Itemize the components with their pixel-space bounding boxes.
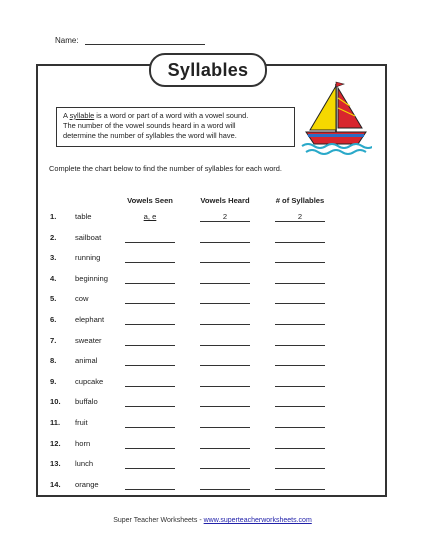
answer-blank-syllables[interactable] — [275, 242, 325, 243]
answer-blank-heard — [200, 221, 250, 222]
answer-blank-syllables[interactable] — [275, 365, 325, 366]
table-row — [0, 459, 425, 471]
row-number: 2. — [50, 232, 57, 242]
row-number: 6. — [50, 315, 57, 324]
answer-blank-seen[interactable] — [125, 365, 175, 366]
row-number: 12. — [50, 438, 61, 448]
name-blank-line[interactable] — [85, 36, 205, 45]
answer-blank-heard[interactable] — [200, 324, 250, 325]
row-number: 11. — [50, 418, 61, 427]
column-header-vowels-heard: Vowels Heard — [200, 196, 250, 205]
answer-blank-seen[interactable] — [125, 345, 175, 346]
answer-blank-seen[interactable] — [125, 406, 175, 407]
answer-blank-seen[interactable] — [125, 468, 175, 469]
row-word: elephant — [75, 315, 105, 324]
definition-line-1 — [63, 111, 288, 121]
answer-blank-heard[interactable] — [200, 386, 250, 387]
sailboat-clipart — [300, 80, 372, 160]
row-word: running — [75, 253, 101, 263]
answer-blank-syllables[interactable] — [275, 489, 325, 490]
answer-blank-heard[interactable] — [200, 262, 250, 263]
row-word: table — [75, 212, 92, 221]
footer-brand: Super Teacher Worksheets — [113, 517, 198, 524]
table-row — [0, 253, 425, 265]
answer-blank-syllables[interactable] — [275, 262, 325, 263]
column-header-vowels-seen: Vowels Seen — [127, 196, 173, 205]
name-field-row — [55, 36, 205, 45]
answer-blank-syllables[interactable] — [275, 303, 325, 304]
answer-blank-heard[interactable] — [200, 365, 250, 366]
answer-blank-heard[interactable] — [200, 448, 250, 449]
table-row — [0, 397, 425, 409]
row-word: sailboat — [75, 232, 102, 242]
definition-line-3: determine the number of syllables the word will have. — [63, 131, 237, 140]
row-word: horn — [75, 438, 91, 448]
row-number: 8. — [50, 356, 57, 366]
row-number: 3. — [50, 253, 57, 263]
row-number: 14. — [50, 479, 61, 489]
footer — [0, 517, 425, 524]
row-word: cow — [75, 294, 89, 304]
answer-blank-syllables[interactable] — [275, 324, 325, 325]
answer-blank-seen[interactable] — [125, 242, 175, 243]
definition-box — [56, 107, 295, 147]
answer-blank-seen[interactable] — [125, 303, 175, 304]
row-number: 10. — [50, 397, 61, 407]
row-number: 7. — [50, 335, 57, 345]
table-row — [0, 336, 425, 348]
definition-term: syllable — [69, 111, 95, 120]
answer-blank-heard[interactable] — [200, 406, 250, 407]
table-row — [0, 418, 425, 430]
answer-blank-syllables[interactable] — [275, 345, 325, 346]
answer-blank-syllables[interactable] — [275, 406, 325, 407]
answer-blank-heard[interactable] — [200, 489, 250, 490]
definition-line-1-rest: is a word or part of a word with a vowel sound. — [94, 111, 249, 120]
answer-blank-seen[interactable] — [125, 489, 175, 490]
table-row — [0, 480, 425, 492]
column-header-syllables: # of Syllables — [275, 196, 325, 205]
answer-blank-seen[interactable] — [125, 324, 175, 325]
answer-blank-heard[interactable] — [200, 468, 250, 469]
footer-link[interactable]: www.superteacherworksheets.com — [203, 517, 312, 524]
answer-blank-heard[interactable] — [200, 283, 250, 284]
answer-blank-syllables[interactable] — [275, 448, 325, 449]
answer-blank-heard[interactable] — [200, 427, 250, 428]
definition-prefix: A — [63, 111, 70, 120]
answer-blank-syllables[interactable] — [275, 427, 325, 428]
table-row — [0, 294, 425, 306]
row-number: 13. — [50, 459, 61, 469]
title-text: Syllables — [167, 59, 249, 80]
instructions-text: Complete the chart below to find the number of syllables for each word. — [49, 164, 282, 173]
row-number: 4. — [50, 273, 57, 283]
answer-blank-seen[interactable] — [125, 386, 175, 387]
answer-blank-syllables[interactable] — [275, 386, 325, 387]
answer-blank-heard[interactable] — [200, 345, 250, 346]
table-row — [0, 212, 425, 224]
row-word: orange — [75, 479, 99, 489]
table-row — [0, 233, 425, 245]
row-word: beginning — [75, 273, 108, 283]
footer-separator: - — [197, 517, 204, 524]
row-number: 9. — [50, 376, 57, 386]
answer-blank-heard[interactable] — [200, 303, 250, 304]
answer-blank-syllables[interactable] — [275, 468, 325, 469]
row-number: 5. — [50, 294, 57, 304]
answer-seen: a, e — [143, 212, 157, 221]
table-row — [0, 439, 425, 451]
row-word: buffalo — [75, 397, 98, 407]
answer-heard: 2 — [222, 212, 228, 221]
table-row — [0, 274, 425, 286]
row-word: sweater — [75, 335, 102, 345]
row-word: lunch — [75, 459, 94, 469]
answer-blank-syllables[interactable] — [275, 283, 325, 284]
row-word: fruit — [75, 418, 88, 427]
row-number: 1. — [50, 212, 57, 221]
table-row — [0, 356, 425, 368]
answer-syllables: 2 — [297, 212, 303, 221]
page-title — [149, 53, 267, 87]
answer-blank-syllables — [275, 221, 325, 222]
row-word: cupcake — [75, 376, 104, 386]
table-row — [0, 315, 425, 327]
row-word: animal — [75, 356, 98, 366]
answer-blank-seen[interactable] — [125, 262, 175, 263]
name-label: Name: — [55, 36, 79, 45]
answer-blank-seen[interactable] — [125, 427, 175, 428]
definition-line-2: The number of the vowel sounds heard in a word will — [63, 121, 236, 130]
answer-blank-seen[interactable] — [125, 448, 175, 449]
table-row — [0, 377, 425, 389]
answer-blank-seen[interactable] — [125, 283, 175, 284]
answer-blank-heard[interactable] — [200, 242, 250, 243]
